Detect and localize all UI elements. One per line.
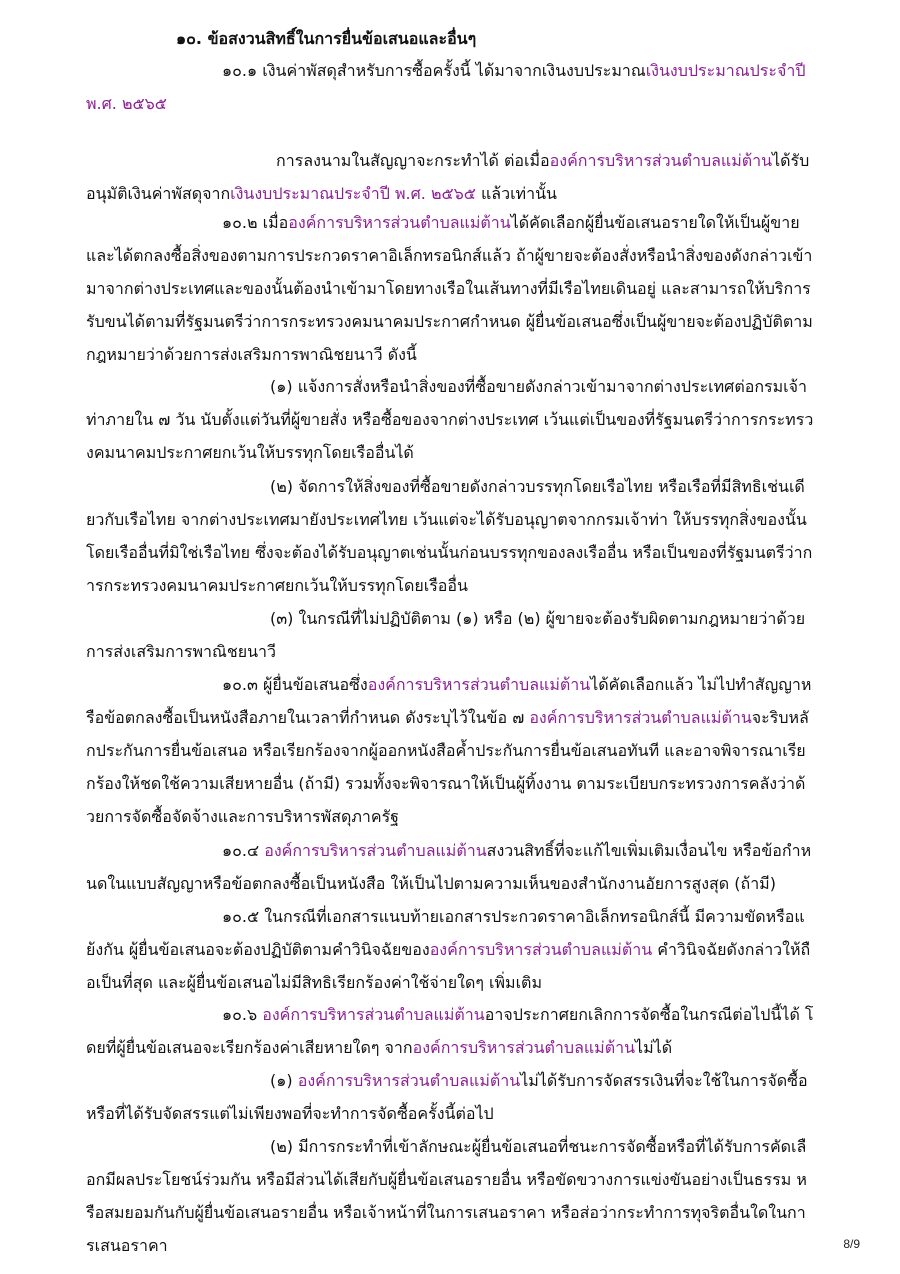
page-number: 8/9: [843, 1237, 860, 1251]
highlighted-text: องค์การบริหารส่วนตำบลแม่ต้าน: [297, 1071, 521, 1090]
paragraph-10-3: [86, 668, 814, 833]
paragraph-10-5: [86, 900, 814, 999]
paragraph-10-4: [86, 834, 814, 900]
paragraph-10-2-1: [86, 370, 814, 469]
body-text: จะริบหลักประกันการยื่นข้อเสนอ หรือเรียกร้องจากผู้ออกหนังสือค้ำประกันการยื่นข้อเสนอทันที และอาจพิจารณาเรียกร้องให้ชดใช้ความเสียหายอื่น (ถ้ามี) รวมทั้งจะพิจารณาให้เป็นผู้ทิ้งงาน ตามระเบียบกระทรวงการคลังว่าด้วยการจัดซื้อจัดจ้างและการบริหารพัสดุภาครัฐ: [86, 708, 809, 826]
body-text: ไม่ได้รับการจัดสรรเงินที่จะใช้ในการจัดซื้อหรือที่ได้รับจัดสรรแต่ไม่เพียงพอที่จะทำการจัดซื้อครั้งนี้ต่อไป: [86, 1071, 808, 1123]
body-text: (๑): [270, 1071, 298, 1090]
body-text: แล้วเท่านั้น: [475, 184, 557, 203]
body-text: ๑๐.๓ ผู้ยื่นข้อเสนอซึ่ง: [222, 675, 368, 694]
paragraph-10-6-2: [86, 1130, 814, 1262]
body-text: (๑) แจ้งการสั่งหรือนำสิ่งของที่ซื้อขายดังกล่าวเข้ามาจากต่างประเทศต่อกรมเจ้าท่าภายใน ๗ วัน นับตั้งแต่วันที่ผู้ขายสั่ง หรือซื้อของจากต่างประเทศ เว้นแต่เป็นของที่รัฐมนตรีว่าการกระทรวงคมนาคมประกาศยกเว้นให้บรรทุกโดยเรืออื่นได้: [86, 377, 814, 462]
body-text: การลงนามในสัญญาจะกระทำได้ ต่อเมื่อ: [276, 151, 550, 170]
body-text: (๒) มีการกระทำที่เข้าลักษณะผู้ยื่นข้อเสนอที่ชนะการจัดซื้อหรือที่ได้รับการคัดเลือกมีผลประโยชน์ร่วมกัน หรือมีส่วนได้เสียกับผู้ยื่นข้อเสนอรายอื่น หรือขัดขวางการแข่งขันอย่างเป็นธรรม หรือสมยอมกันกับผู้ยื่นข้อเสนอรายอื่น หรือเจ้าหน้าที่ในการเสนอราคา หรือส่อว่ากระทำการทุจริตอื่นใดในการเสนอราคา: [86, 1137, 807, 1255]
body-text: สงวนสิทธิ์ที่จะแก้ไขเพิ่มเติมเงื่อนไข หรือข้อกำหนดในแบบสัญญาหรือข้อตกลงซื้อเป็นหนังสือ ให้เป็นไปตามความเห็นของสำนักงานอัยการสูงสุด (ถ้ามี): [86, 841, 812, 893]
body-text: ได้คัดเลือกผู้ยื่นข้อเสนอรายใดให้เป็นผู้ขาย และได้ตกลงซื้อสิ่งของตามการประกวดราคาอิเล็กทรอนิกส์แล้ว ถ้าผู้ขายจะต้องสั่งหรือนำสิ่งของดังกล่าวเข้ามาจากต่างประเทศและของนั้นต้องนำเข้ามาโดยทางเรือในเส้นทางที่มีเรือไทยเดินอยู่ และสามารถให้บริการรับขนได้ตามที่รัฐมนตรีว่าการกระทรวงคมนาคมประกาศกำหนด ผู้ยื่นข้อเสนอซึ่งเป็นผู้ขายจะต้องปฏิบัติตามกฎหมายว่าด้วยการส่งเสริมการพาณิชยนาวี ดังนี้: [86, 213, 813, 364]
body-text: ๑๐.๒ เมื่อ: [222, 213, 289, 232]
body-text: อาจประกาศยกเลิกการจัดซื้อในกรณีต่อไปนี้ได้ โดยที่ผู้ยื่นข้อเสนอจะเรียกร้องค่าเสียหายใดๆ จาก: [86, 1005, 814, 1057]
body-text: คำวินิจฉัยดังกล่าวให้ถือเป็นที่สุด และผู้ยื่นข้อเสนอไม่มีสิทธิเรียกร้องค่าใช้จ่ายใดๆ เพิ่มเติม: [86, 940, 811, 992]
highlighted-text: องค์การบริหารส่วนตำบลแม่ต้าน: [288, 213, 511, 232]
paragraph-10-1: [86, 54, 814, 120]
highlighted-text: องค์การบริหารส่วนตำบลแม่ต้าน: [367, 675, 591, 694]
paragraph-10-6: [86, 998, 814, 1064]
highlighted-text: องค์การบริหารส่วนตำบลแม่ต้าน: [429, 940, 653, 959]
highlighted-text: องค์การบริหารส่วนตำบลแม่ต้าน: [262, 1005, 485, 1024]
highlighted-text: เงินงบประมาณประจำปี พ.ศ. ๒๕๖๕: [86, 61, 806, 113]
body-text: (๓) ในกรณีที่ไม่ปฏิบัติตาม (๑) หรือ (๒) ผู้ขายจะต้องรับผิดตามกฎหมายว่าด้วยการส่งเสริมการพาณิชยนาวี: [86, 609, 806, 661]
body-text: ๑๐.๑ เงินค่าพัสดุสำหรับการซื้อครั้งนี้ ได้มาจากเงินงบประมาณ: [222, 61, 646, 80]
paragraph-10-2-3: [86, 602, 814, 668]
paragraph-10-6-1: [86, 1064, 814, 1130]
body-text: ได้คัดเลือกแล้ว ไม่ไปทำสัญญาหรือข้อตกลงซื้อเป็นหนังสือภายในเวลาที่กำหนด ดังระบุไว้ในข้อ ๗: [86, 675, 812, 727]
paragraph-10-2: [86, 206, 814, 371]
body-text: ๑๐.๔: [222, 841, 265, 860]
body-text: ๑๐.๕ ในกรณีที่เอกสารแนบท้ายเอกสารประกวดราคาอิเล็กทรอนิกส์นี้ มีความขัดหรือแย้งกัน ผู้ยื่นข้อเสนอจะต้องปฏิบัติตามคำวินิจฉัยของ: [86, 907, 805, 959]
highlighted-text: องค์การบริหารส่วนตำบลแม่ต้าน: [264, 841, 487, 860]
paragraph-10-2-2: [86, 470, 814, 602]
body-text: (๒) จัดการให้สิ่งของที่ซื้อขายดังกล่าวบรรทุกโดยเรือไทย หรือเรือที่มีสิทธิเช่นเดียวกับเรือไทย จากต่างประเทศมายังประเทศไทย เว้นแต่จะได้รับอนุญาตจากกรมเจ้าท่า ให้บรรทุกสิ่งของนั้นโดยเรืออื่นที่มิใช่เรือไทย ซึ่งจะต้องได้รับอนุญาตเช่นนั้นก่อนบรรทุกของลงเรืออื่น หรือเป็นของที่รัฐมนตรีว่าการกระทรวงคมนาคมประกาศยกเว้นให้บรรทุกโดยเรืออื่น: [86, 477, 813, 595]
paragraph-10-1b: [86, 144, 814, 210]
body-text: ๑๐.๖: [222, 1005, 263, 1024]
body-text: ได้รับอนุมัติเงินค่าพัสดุจาก: [86, 151, 810, 203]
body-text: ไม่ได้: [635, 1038, 673, 1057]
highlighted-text: องค์การบริหารส่วนตำบลแม่ต้าน: [529, 708, 752, 727]
highlighted-text: องค์การบริหารส่วนตำบลแม่ต้าน: [412, 1038, 636, 1057]
highlighted-text: เงินงบประมาณประจำปี พ.ศ. ๒๕๖๕: [230, 184, 476, 203]
section-title: ๑๐. ข้อสงวนสิทธิ์ในการยื่นข้อเสนอและอื่นๆ: [176, 29, 477, 48]
highlighted-text: องค์การบริหารส่วนตำบลแม่ต้าน: [549, 151, 773, 170]
